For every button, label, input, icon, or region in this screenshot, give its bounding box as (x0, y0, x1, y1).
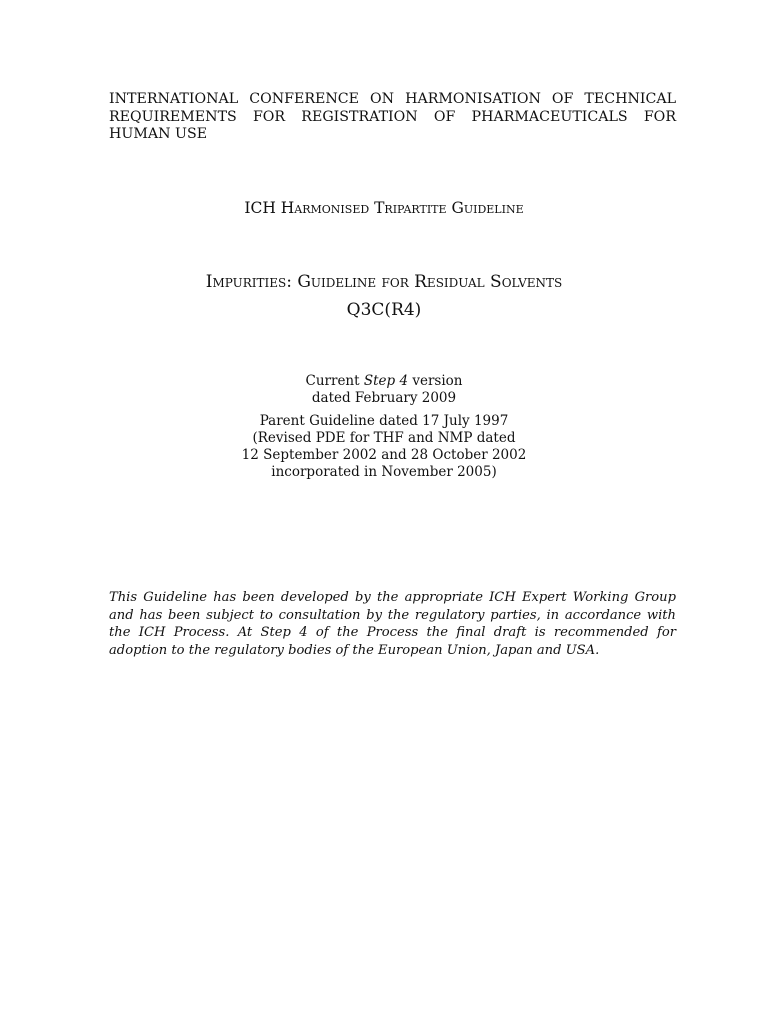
parent-line: 12 September 2002 and 28 October 2002 (241, 447, 527, 463)
version-suffix: version (408, 373, 463, 389)
adoption-statement: This Guideline has been developed by the appropriate ICH Expert Working Group and has been subject to consultation by the regulatory parties, in accordance with the ICH Process. At Step 4 of the Process the final draft is recommended for adoption to the regulatory bodies of the European Union, Japan and USA. (109, 590, 676, 658)
parent-line: Parent Guideline dated 17 July 1997 (259, 413, 509, 429)
parent-line: (Revised PDE for THF and NMP dated (252, 430, 516, 446)
conference-heading: INTERNATIONAL CONFERENCE ON HARMONISATION OF TECHNICAL REQUIREMENTS FOR REGISTRATION OF PHARMACEUTICALS FOR HUMAN USE (109, 91, 676, 142)
parent-guideline-info (0, 413, 768, 481)
version-line (0, 373, 768, 390)
document-title: Impurities: Guideline for Residual Solvents (205, 272, 563, 292)
parent-line: incorporated in November 2005) (271, 464, 497, 480)
document-code: Q3C(R4) (346, 300, 422, 320)
guideline-type: ICH Harmonised Tripartite Guideline (244, 199, 524, 217)
version-date: dated February 2009 (311, 389, 457, 406)
version-info (0, 373, 768, 406)
version-prefix: Current (305, 373, 364, 389)
version-step: Step 4 (363, 373, 409, 389)
